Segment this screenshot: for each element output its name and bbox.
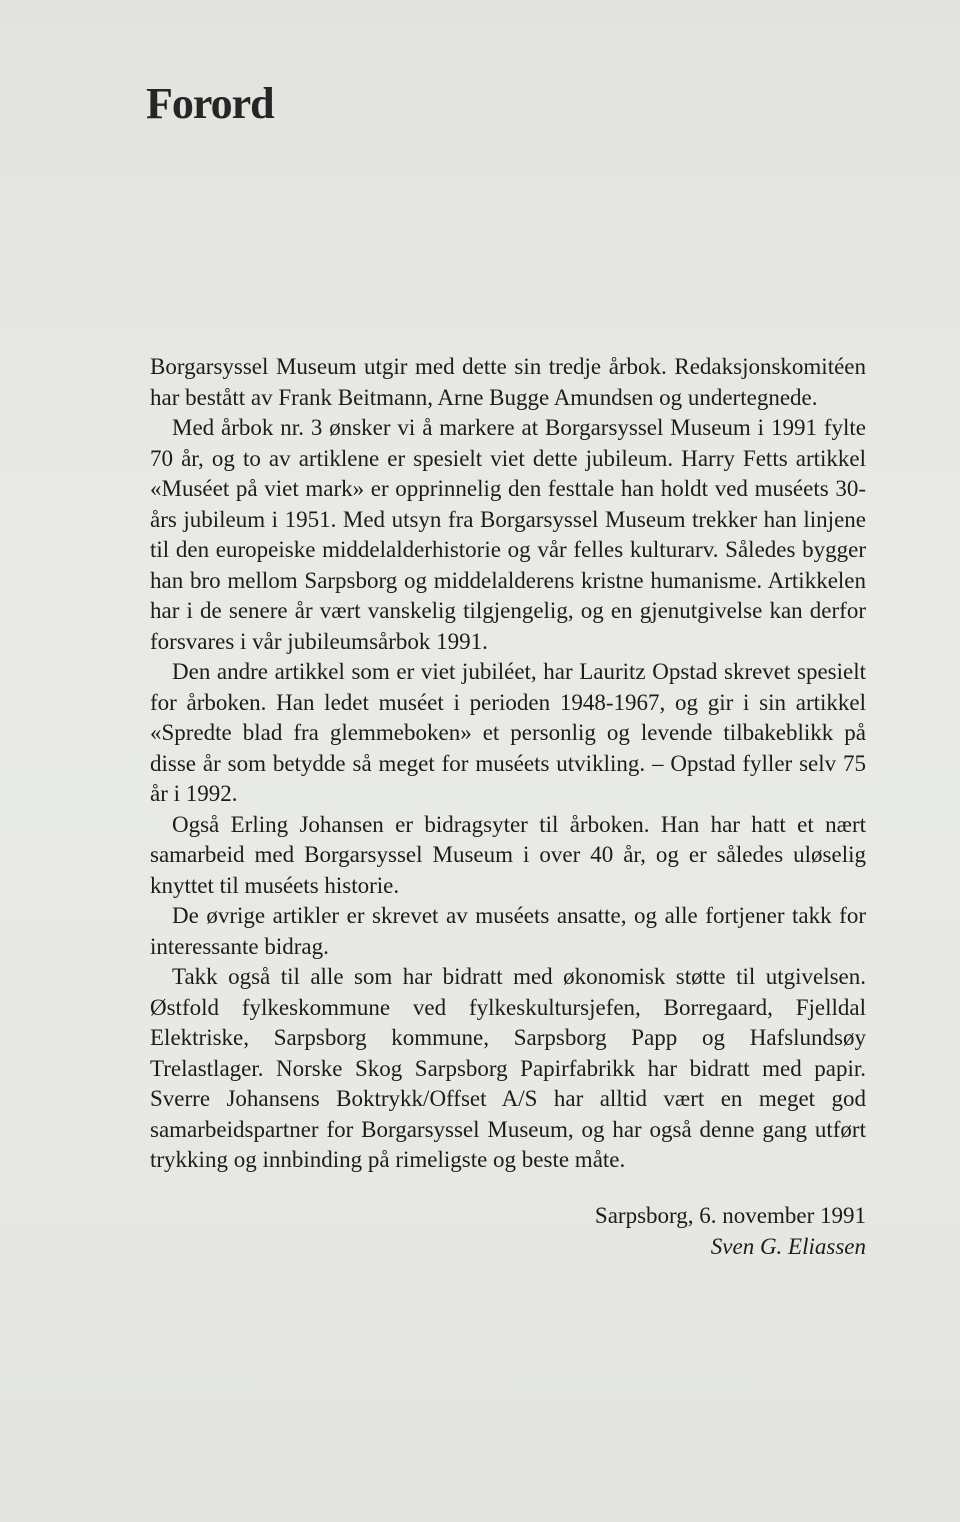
- paragraph-2: Med årbok nr. 3 ønsker vi å markere at Borgarsyssel Museum i 1991 fylte 70 år, og to av artiklene er spesielt viet dette jubileum. Harry Fetts artikkel «Muséet på viet mark» er opprinnelig den festtale han holdt ved muséets 30-års jubileum i 1951. Med utsyn fra Borgarsyssel Museum trekker han linjene til den europeiske middelalderhistorie og vår felles kulturarv. Således bygger han bro mellom Sarpsborg og middelalderens kristne humanisme. Artikkelen har i de senere år vært vanskelig tilgjengelig, og en gjenutgivelse kan derfor forsvares i vår jubileumsårbok 1991.: [150, 415, 866, 654]
- place-date: Sarpsborg, 6. november 1991: [594, 1202, 866, 1228]
- paragraph-5: De øvrige artikler er skrevet av muséets ansatte, og alle fortjener takk for interessante bidrag.: [150, 903, 866, 959]
- signoff-block: [150, 1200, 866, 1262]
- paragraph-6: Takk også til alle som har bidratt med økonomisk støtte til utgivelsen. Østfold fylkeskommune ved fylkeskultursjefen, Borregaard, Fjelldal Elektriske, Sarpsborg kommune, Sarpsborg Papp og Hafslundsøy Trelastlager. Norske Skog Sarpsborg Papirfabrikk har bidratt med papir. Sverre Johansens Boktrykk/Offset A/S har alltid vært en meget god samarbeidspartner for Borgarsyssel Museum, og har også denne gang utført trykking og innbinding på rimeligste og beste måte.: [150, 964, 866, 1172]
- paragraph-3: Den andre artikkel som er viet jubiléet, har Lauritz Opstad skrevet spesielt for årboken. Han ledet muséet i perioden 1948-1967, og gir i sin artikkel «Spredte blad fra glemmeboken» et personlig og levende tilbakeblikk på disse år som betydde så meget for muséets utvikling. – Opstad fyller selv 75 år i 1992.: [150, 659, 866, 806]
- foreword-body: [150, 352, 866, 1262]
- paragraph-1: Borgarsyssel Museum utgir med dette sin tredje årbok. Redaksjonskomitéen har bestått av Frank Beitmann, Arne Bugge Amundsen og undertegnede.: [150, 354, 866, 410]
- author-signature: Sven G. Eliassen: [710, 1233, 866, 1259]
- page-title: Forord: [146, 79, 274, 128]
- paragraph-4: Også Erling Johansen er bidragsyter til årboken. Han har hatt et nært samarbeid med Borgarsyssel Museum i over 40 år, og er således uløselig knyttet til muséets historie.: [150, 811, 866, 898]
